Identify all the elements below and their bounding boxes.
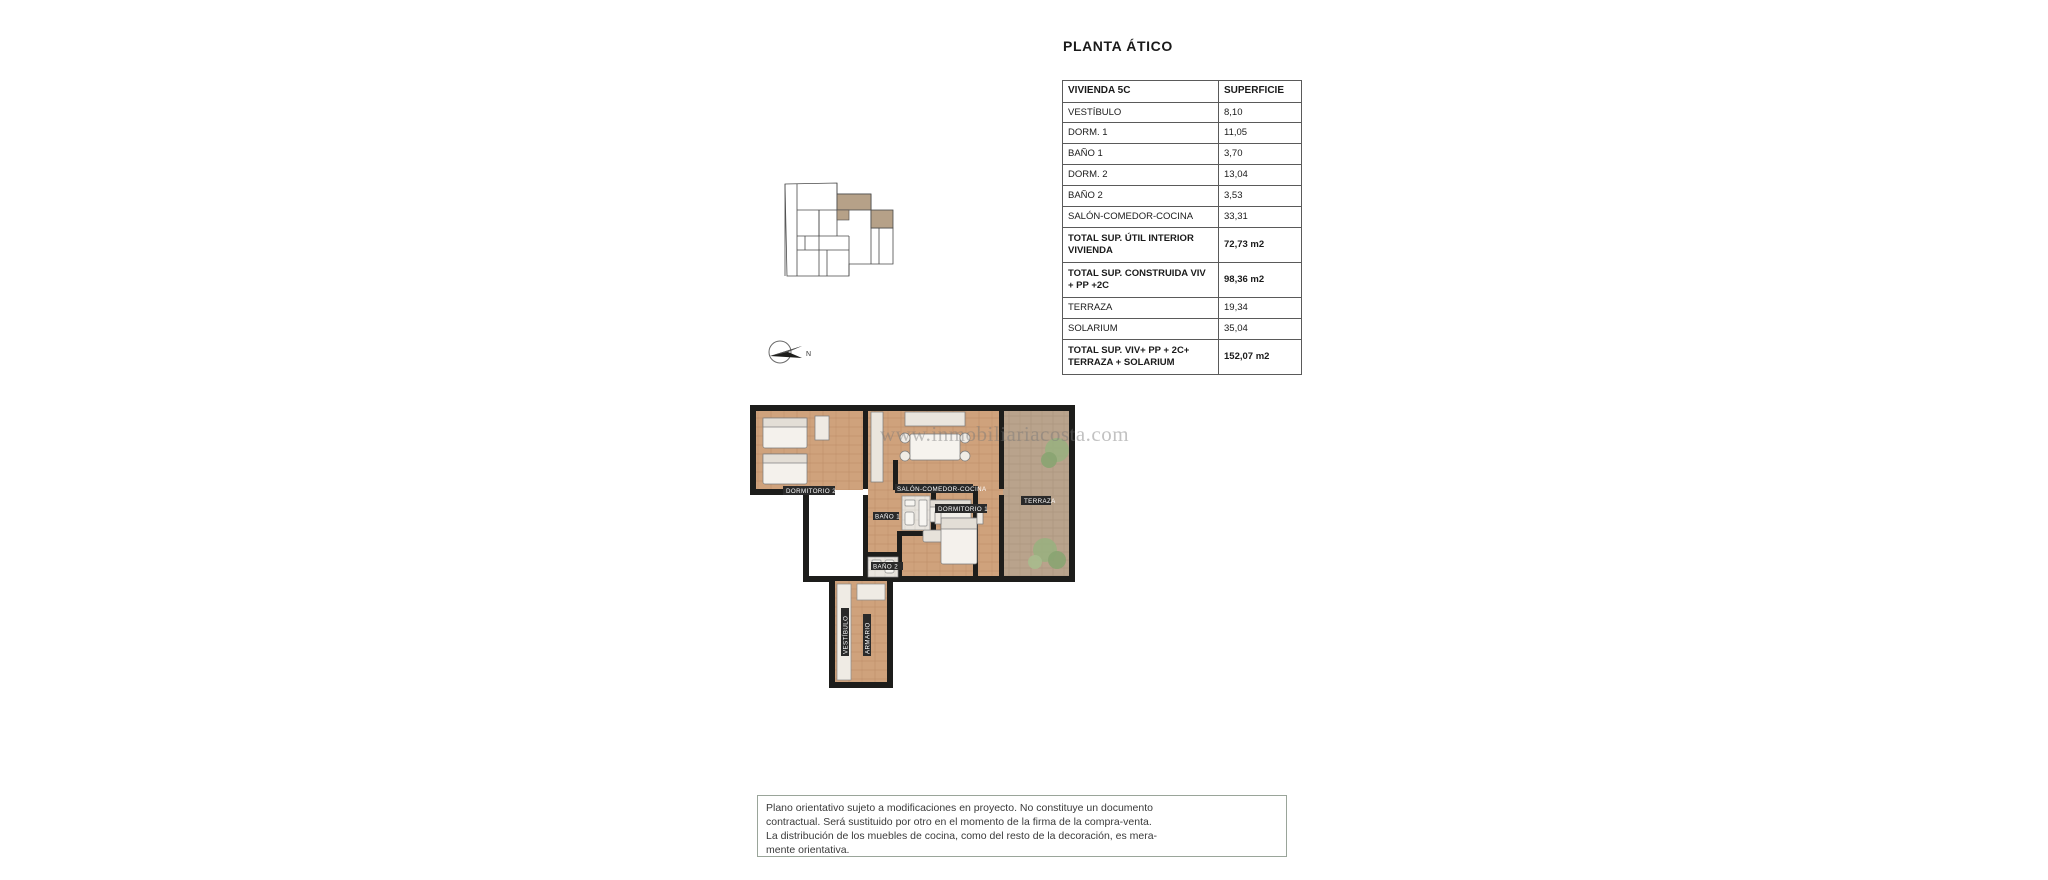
table-row	[1063, 123, 1302, 144]
room-area: 3,70	[1219, 144, 1302, 165]
room-name: TOTAL SUP. CONSTRUIDA VIV + PP +2C	[1063, 262, 1219, 297]
disclaimer-line-2: contractual. Será sustituido por otro en el momento de la firma de la compra-venta.	[766, 815, 1152, 828]
table-row	[1063, 165, 1302, 186]
disclaimer-line-1: Plano orientativo sujeto a modificaciones en proyecto. No constituye un documento	[766, 802, 1153, 814]
table-row	[1063, 206, 1302, 227]
room-area: 72,73 m2	[1219, 227, 1302, 262]
room-name: SOLARIUM	[1063, 318, 1219, 339]
table-row	[1063, 186, 1302, 207]
label-armario: ARMARIO	[864, 622, 872, 654]
watermark: www.inmobiliariacosta.com	[880, 422, 1130, 446]
room-name: TOTAL SUP. ÚTIL INTERIOR VIVIENDA	[1063, 227, 1219, 262]
table-row	[1063, 102, 1302, 123]
room-area: 98,36 m2	[1219, 262, 1302, 297]
table-row-total	[1063, 227, 1302, 262]
room-name: DORM. 2	[1063, 165, 1219, 186]
room-name: TERRAZA	[1063, 297, 1219, 318]
page-title: PLANTA ÁTICO	[1063, 38, 1173, 54]
apartment-floor-plan	[745, 400, 1305, 775]
room-area: 11,05	[1219, 123, 1302, 144]
room-area: 19,34	[1219, 297, 1302, 318]
table-row	[1063, 297, 1302, 318]
label-dormitorio-2: DORMITORIO 2	[786, 487, 837, 495]
room-name: TOTAL SUP. VIV+ PP + 2C+ TERRAZA + SOLARIUM	[1063, 339, 1219, 374]
disclaimer-note	[757, 795, 1287, 857]
label-terraza: TERRAZA	[1024, 497, 1056, 505]
room-area: 8,10	[1219, 102, 1302, 123]
room-name: BAÑO 2	[1063, 186, 1219, 207]
label-bano-1: BAÑO 1	[875, 513, 901, 521]
label-vestibulo: VESTÍBULO	[842, 615, 850, 654]
surfaces-table	[1062, 80, 1302, 375]
column-header-unit: VIVIENDA 5C	[1063, 81, 1219, 103]
room-area: 33,31	[1219, 206, 1302, 227]
disclaimer-line-4: mente orientativa.	[766, 843, 850, 856]
label-dormitorio-1: DORMITORIO 1	[938, 505, 989, 513]
room-name: SALÓN-COMEDOR-COCINA	[1063, 206, 1219, 227]
key-plan-diagram	[775, 180, 908, 288]
north-label: N	[806, 351, 812, 358]
room-name: VESTÍBULO	[1063, 102, 1219, 123]
label-salon-comedor-cocina: SALÓN-COMEDOR-COCINA	[897, 485, 987, 493]
room-name: DORM. 1	[1063, 123, 1219, 144]
table-row-total	[1063, 262, 1302, 297]
disclaimer-line-3: La distribución de los muebles de cocina, como del resto de la decoración, es mera-	[766, 829, 1158, 842]
room-area: 13,04	[1219, 165, 1302, 186]
table-row-total	[1063, 339, 1302, 374]
table-header-row	[1063, 81, 1302, 103]
table-row	[1063, 318, 1302, 339]
column-header-area: SUPERFICIE	[1219, 81, 1302, 103]
label-bano-2: BAÑO 2	[873, 563, 899, 571]
room-area: 35,04	[1219, 318, 1302, 339]
north-arrow-icon	[762, 330, 822, 374]
room-area: 152,07 m2	[1219, 339, 1302, 374]
table-row	[1063, 144, 1302, 165]
room-area: 3,53	[1219, 186, 1302, 207]
furniture-bedroom-1	[935, 512, 983, 564]
room-name: BAÑO 1	[1063, 144, 1219, 165]
